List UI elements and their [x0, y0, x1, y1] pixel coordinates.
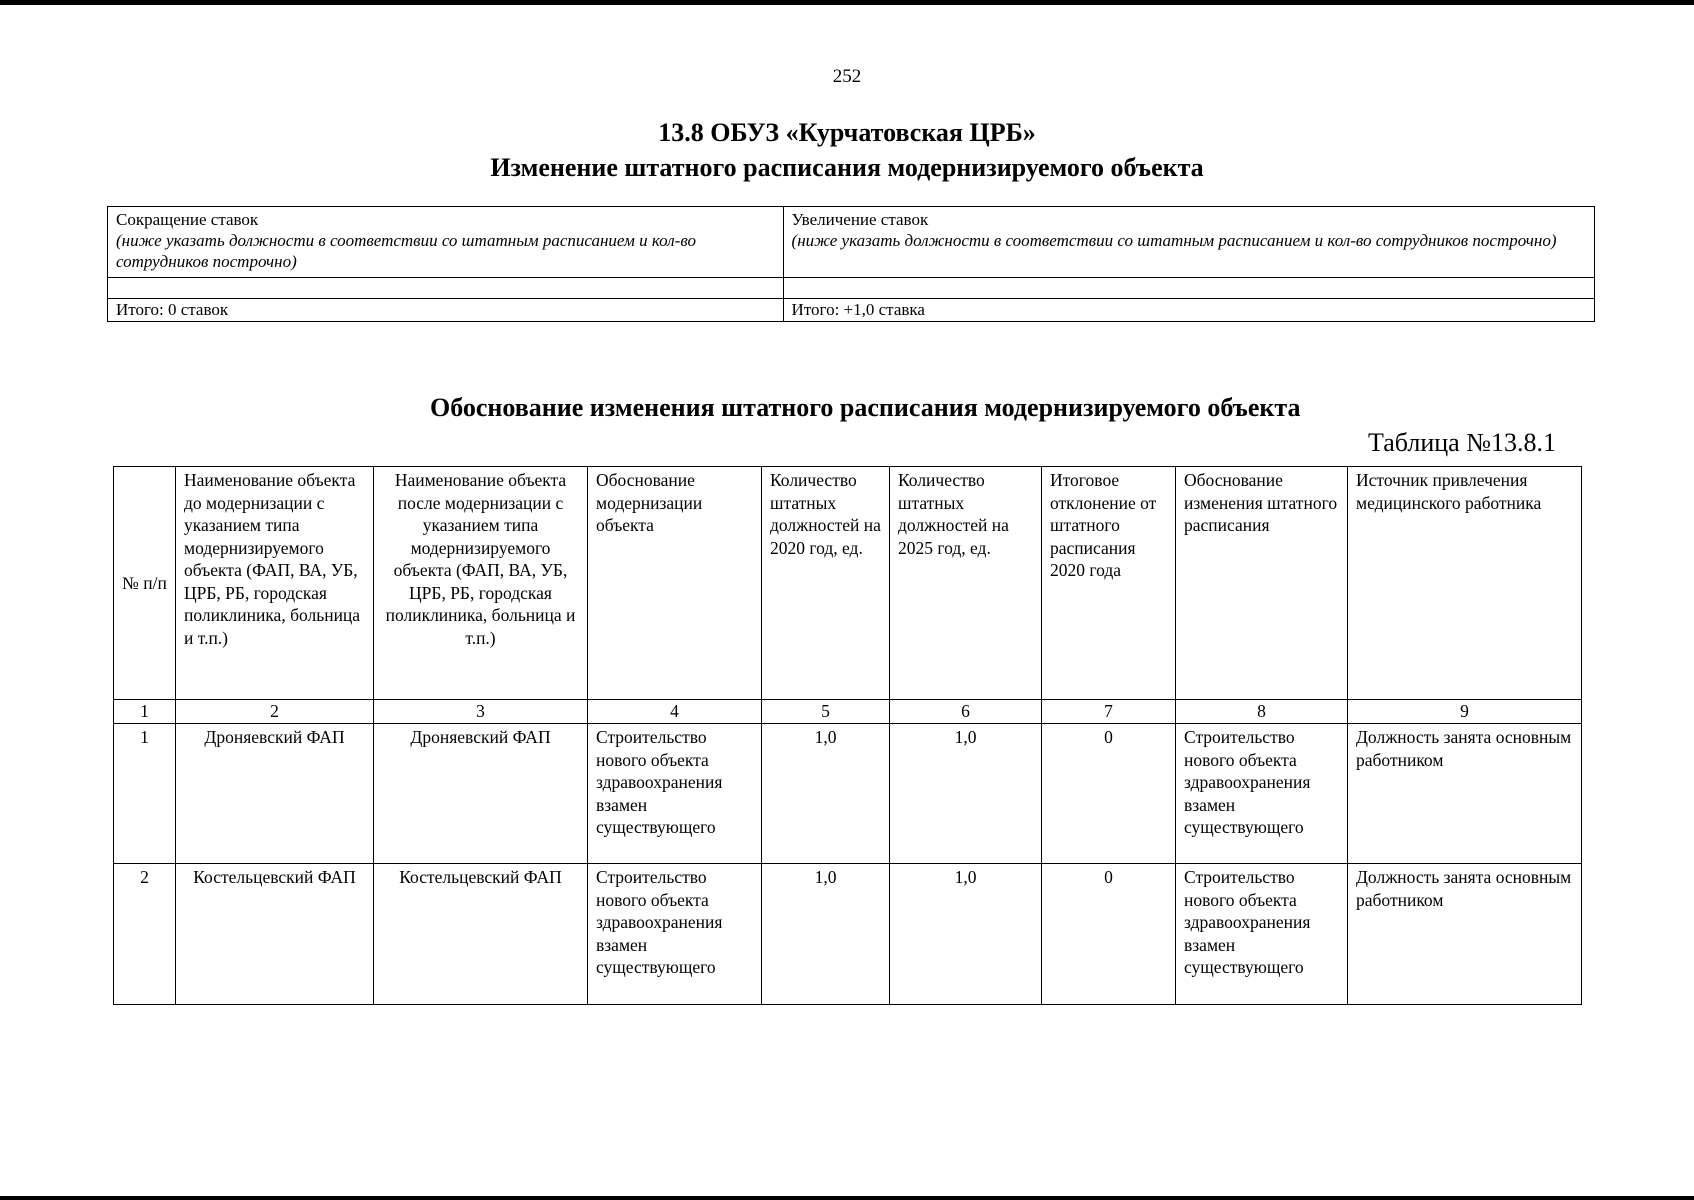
row-after: Костельцевский ФАП [374, 864, 588, 1005]
row-after: Дроняевский ФАП [374, 724, 588, 864]
page-bottom-edge [0, 1196, 1694, 1200]
empty-cell [783, 278, 1594, 299]
page-title: 13.8 ОБУЗ «Курчатовская ЦРБ» [658, 118, 1036, 147]
header-before: Наименование объекта до модернизации с указанием типа модернизируемого объекта (ФАП, ВА, УБ, ЦРБ, РБ, городская поликлиника, больница и т.п.) [176, 467, 374, 700]
column-number: 7 [1042, 700, 1176, 724]
column-number: 6 [890, 700, 1042, 724]
table-row [108, 207, 1595, 278]
page-number: 252 [832, 66, 862, 87]
header-row [114, 467, 1582, 700]
justification-title: Обоснование изменения штатного расписания модернизируемого объекта [430, 393, 1301, 422]
table-row [114, 724, 1582, 864]
row-source: Должность занята основным работником [1348, 864, 1582, 1005]
table-row [108, 278, 1595, 299]
header-num: № п/п [114, 467, 176, 700]
row-before: Костельцевский ФАП [176, 864, 374, 1005]
column-number: 8 [1176, 700, 1348, 724]
reduction-header: Сокращение ставок [116, 210, 259, 229]
column-number: 2 [176, 700, 374, 724]
row-change-reason: Строительство нового объекта здравоохранения взамен существующего [1176, 864, 1348, 1005]
header-reason: Обоснование модернизации объекта [588, 467, 762, 700]
column-number: 9 [1348, 700, 1582, 724]
header-staff-2025: Количество штатных должностей на 2025 год, ед. [890, 467, 1042, 700]
header-source: Источник привлечения медицинского работника [1348, 467, 1582, 700]
row-staff-2025: 1,0 [890, 724, 1042, 864]
staff-changes-table [107, 206, 1595, 322]
page-top-edge [0, 0, 1694, 5]
increase-total: Итого: +1,0 ставка [783, 299, 1594, 322]
column-number: 4 [588, 700, 762, 724]
increase-header-cell [783, 207, 1594, 278]
reduction-header-cell [108, 207, 784, 278]
reduction-note: (ниже указать должности в соответствии со штатным расписанием и кол-во сотрудников построчно) [116, 231, 696, 271]
column-number: 3 [374, 700, 588, 724]
page-subtitle: Изменение штатного расписания модернизируемого объекта [490, 153, 1204, 182]
table-row [108, 299, 1595, 322]
table-row [114, 864, 1582, 1005]
row-deviation: 0 [1042, 864, 1176, 1005]
row-source: Должность занята основным работником [1348, 724, 1582, 864]
increase-header: Увеличение ставок [791, 210, 929, 229]
row-deviation: 0 [1042, 724, 1176, 864]
column-number: 5 [762, 700, 890, 724]
row-reason: Строительство нового объекта здравоохранения взамен существующего [588, 864, 762, 1005]
justification-table [113, 466, 1582, 1005]
row-reason: Строительство нового объекта здравоохранения взамен существующего [588, 724, 762, 864]
reduction-total: Итого: 0 ставок [108, 299, 784, 322]
row-num: 2 [114, 864, 176, 1005]
row-before: Дроняевский ФАП [176, 724, 374, 864]
header-deviation: Итоговое отклонение от штатного расписания 2020 года [1042, 467, 1176, 700]
header-after: Наименование объекта после модернизации с указанием типа модернизируемого объекта (ФАП, ВА, УБ, ЦРБ, РБ, городская поликлиника, больница и т.п.) [374, 467, 588, 700]
increase-note: (ниже указать должности в соответствии со штатным расписанием и кол-во сотрудников построчно) [791, 231, 1557, 250]
row-staff-2020: 1,0 [762, 864, 890, 1005]
table-number: Таблица №13.8.1 [1368, 428, 1557, 457]
row-num: 1 [114, 724, 176, 864]
empty-cell [108, 278, 784, 299]
header-change-reason: Обоснование изменения штатного расписания [1176, 467, 1348, 700]
column-number: 1 [114, 700, 176, 724]
row-change-reason: Строительство нового объекта здравоохранения взамен существующего [1176, 724, 1348, 864]
row-staff-2020: 1,0 [762, 724, 890, 864]
column-number-row [114, 700, 1582, 724]
header-staff-2020: Количество штатных должностей на 2020 год, ед. [762, 467, 890, 700]
row-staff-2025: 1,0 [890, 864, 1042, 1005]
